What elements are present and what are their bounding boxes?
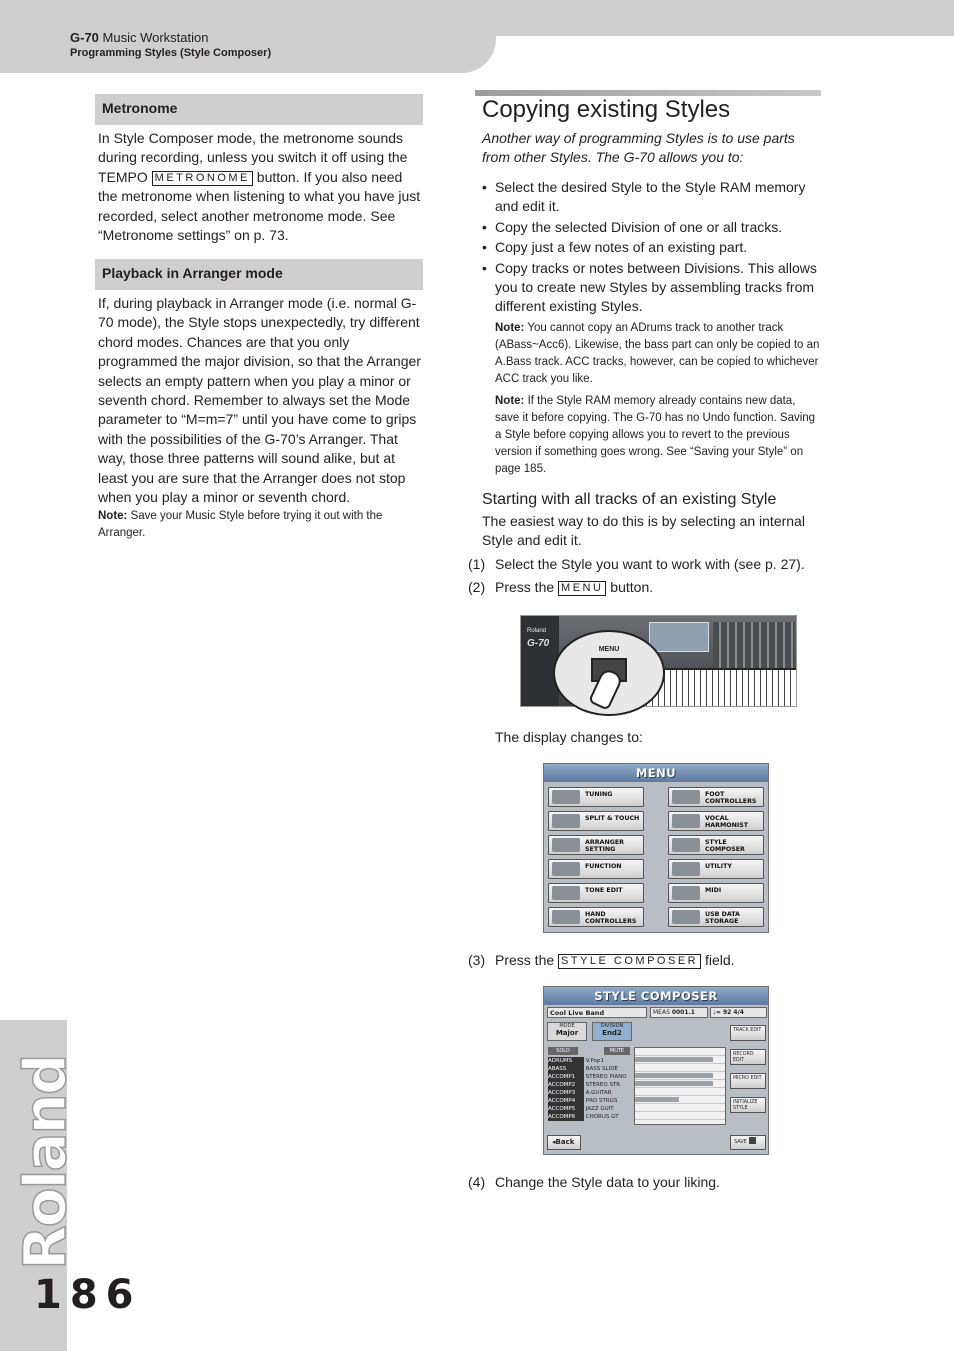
sc-division-field[interactable]: DIVISION End2 bbox=[592, 1022, 632, 1041]
track-row[interactable]: ACCOMP3 A.GUITAR bbox=[548, 1090, 612, 1096]
bullet-item: • Copy just a few notes of an existing part. bbox=[482, 238, 822, 257]
display-changes-text: The display changes to: bbox=[495, 729, 643, 745]
pedal-icon bbox=[672, 790, 700, 804]
menu-foot-controllers-button[interactable]: FOOT CONTROLLERS bbox=[668, 787, 764, 807]
menu-tone-edit-button[interactable]: TONE EDIT bbox=[548, 883, 644, 903]
sc-back-button[interactable]: ◂Back bbox=[547, 1135, 581, 1150]
sc-solo-header[interactable]: SOLO bbox=[548, 1047, 578, 1055]
track-row[interactable]: ABASS BASS SLIDE bbox=[548, 1066, 618, 1072]
arranger-icon bbox=[552, 838, 580, 852]
sc-pattern-grid bbox=[634, 1047, 726, 1125]
metronome-paragraph: In Style Composer mode, the metronome sounds during recording, unless you switch it off using the TEMPO METRONOME button. If you also need the metronome when listening to what you have just recorded, select another metronome mode. See “Metronome settings” on p. 73. bbox=[98, 130, 421, 244]
menu-button-label: MENU bbox=[558, 581, 606, 596]
track-row[interactable]: ACCOMP2 STEREO STR bbox=[548, 1082, 621, 1088]
menu-midi-button[interactable]: MIDI bbox=[668, 883, 764, 903]
chapter-title: Programming Styles (Style Composer) bbox=[70, 47, 272, 59]
bullet-item: • Select the desired Style to the Style RAM memory and edit it. bbox=[482, 178, 822, 217]
step-2: (2) Press the MENU button. bbox=[468, 579, 654, 595]
hand-controller-icon bbox=[552, 910, 580, 924]
disk-icon bbox=[749, 1137, 756, 1144]
menu-arranger-setting-button[interactable]: ARRANGER SETTING bbox=[548, 835, 644, 855]
style-composer-icon bbox=[672, 838, 700, 852]
keyboard-icon bbox=[552, 814, 580, 828]
track-row[interactable]: ACCOMP5 JAZZ GUIT bbox=[548, 1106, 614, 1112]
sc-measure: MEAS 0001.1 bbox=[650, 1007, 708, 1018]
intro-paragraph: Another way of programming Styles is to use parts from other Styles. The G-70 allows you to: bbox=[482, 130, 795, 166]
note-copy-adrums: Note: You cannot copy an ADrums track to another track (ABass~Acc6). Likewise, the bass part can only be copied to an A.Bass track. ACC tracks, however, can be copied to whichever ACC track you like. bbox=[495, 322, 820, 385]
menu-vocal-harmonist-button[interactable]: VOCAL HARMONIST bbox=[668, 811, 764, 831]
track-row[interactable]: ACCOMP4 PRO STRGS bbox=[548, 1098, 618, 1104]
pattern-bar bbox=[635, 1097, 679, 1102]
midi-icon bbox=[672, 886, 700, 900]
pattern-bar bbox=[635, 1057, 713, 1062]
pattern-bar bbox=[635, 1081, 713, 1086]
menu-screen bbox=[543, 763, 769, 933]
sc-track-edit-button[interactable]: TRACK EDIT bbox=[730, 1025, 766, 1041]
style-composer-screen bbox=[543, 986, 769, 1155]
pattern-bar bbox=[635, 1073, 713, 1078]
menu-function-button[interactable]: FUNCTION bbox=[548, 859, 644, 879]
track-row[interactable]: ADRUMS V.Pop1 bbox=[548, 1058, 605, 1064]
usb-icon bbox=[672, 910, 700, 924]
subsection-heading: Starting with all tracks of an existing Style bbox=[482, 491, 777, 508]
playback-heading: Playback in Arranger mode bbox=[95, 259, 423, 290]
wrench-icon bbox=[672, 862, 700, 876]
tuning-icon bbox=[552, 790, 580, 804]
sc-micro-edit-button[interactable]: MICRO EDIT bbox=[730, 1073, 766, 1089]
menu-utility-button[interactable]: UTILITY bbox=[668, 859, 764, 879]
photo-model: G-70 bbox=[527, 638, 550, 649]
menu-split-touch-button[interactable]: SPLIT & TOUCH bbox=[548, 811, 644, 831]
sc-initialize-style-button[interactable]: INITIALIZE STYLE bbox=[730, 1097, 766, 1113]
bullet-item: • Copy the selected Division of one or all tracks. bbox=[482, 218, 822, 237]
callout-label: MENU bbox=[598, 646, 620, 653]
step-4: (4) Change the Style data to your liking. bbox=[468, 1174, 720, 1190]
brand-logo: Roland bbox=[11, 1055, 79, 1270]
microphone-icon bbox=[672, 814, 700, 828]
page-number: 186 bbox=[34, 1272, 142, 1318]
menu-tuning-button[interactable]: TUNING bbox=[548, 787, 644, 807]
style-composer-field-label: STYLE COMPOSER bbox=[558, 954, 701, 969]
photo-brand: Roland bbox=[527, 628, 547, 634]
sc-tempo-meter: ♩= 92 4/4 bbox=[710, 1007, 767, 1018]
menu-usb-storage-button[interactable]: USB DATA STORAGE bbox=[668, 907, 764, 927]
sc-style-name[interactable]: Cool Live Band bbox=[547, 1007, 647, 1018]
product-name: G-70 Music Workstation bbox=[70, 30, 209, 45]
callout-circle bbox=[553, 630, 665, 716]
track-row[interactable]: ACCOMP6 CHORUS GT bbox=[548, 1114, 619, 1120]
keyboard-photo bbox=[520, 615, 797, 707]
sc-save-button[interactable]: SAVE bbox=[730, 1135, 766, 1150]
sc-mode-field[interactable]: MODE Major bbox=[547, 1022, 587, 1041]
sc-mute-header[interactable]: MUTE bbox=[604, 1047, 630, 1055]
metronome-heading: Metronome bbox=[95, 94, 423, 125]
menu-style-composer-button[interactable]: STYLE COMPOSER bbox=[668, 835, 764, 855]
sc-screen-title: STYLE COMPOSER bbox=[544, 987, 768, 1005]
note-save-first: Note: If the Style RAM memory already contains new data, save it before copying. The G-70 has no Undo function. Saving a Style before copying allows you to revert to the previous version if something goes wrong. See “Saving your Style” on page 185. bbox=[495, 395, 816, 475]
track-row[interactable]: ACCOMP1 STEREO PIANO bbox=[548, 1074, 627, 1080]
bullet-item: • Copy tracks or notes between Divisions. This allows you to create new Styles by assembling tracks from different existing Styles. bbox=[482, 259, 822, 317]
menu-screen-title: MENU bbox=[544, 764, 768, 782]
section-title: Copying existing Styles bbox=[482, 96, 731, 123]
metronome-button-label: METRONOME bbox=[152, 171, 253, 186]
function-icon bbox=[552, 862, 580, 876]
bullet-list bbox=[482, 178, 822, 318]
playback-paragraph: If, during playback in Arranger mode (i.e. normal G-70 mode), the Style stops unexpectedly, try different chord modes. Chances are that you only programmed the major division, so that the Arranger selects an empty pattern when you play a minor or seventh chord. Remember to always set the Mode parameter to “M=m=7” until you have come to grips with the possibilities of the G-70’s Arranger. That way, those three patterns will sound alike, but at least you are sure that the Arranger does not stop when you play a minor or seventh chord. bbox=[98, 295, 421, 506]
step-3: (3) Press the STYLE COMPOSER field. bbox=[468, 952, 735, 968]
sc-record-edit-button[interactable]: RECORD EDIT bbox=[730, 1049, 766, 1065]
tone-edit-icon bbox=[552, 886, 580, 900]
subsection-intro: The easiest way to do this is by selecting an internal Style and edit it. bbox=[482, 513, 805, 549]
menu-hand-controllers-button[interactable]: HAND CONTROLLERS bbox=[548, 907, 644, 927]
step-1: (1) Select the Style you want to work with (see p. 27). bbox=[468, 556, 805, 572]
playback-note: Note: Save your Music Style before trying it out with the Arranger. bbox=[98, 510, 383, 539]
